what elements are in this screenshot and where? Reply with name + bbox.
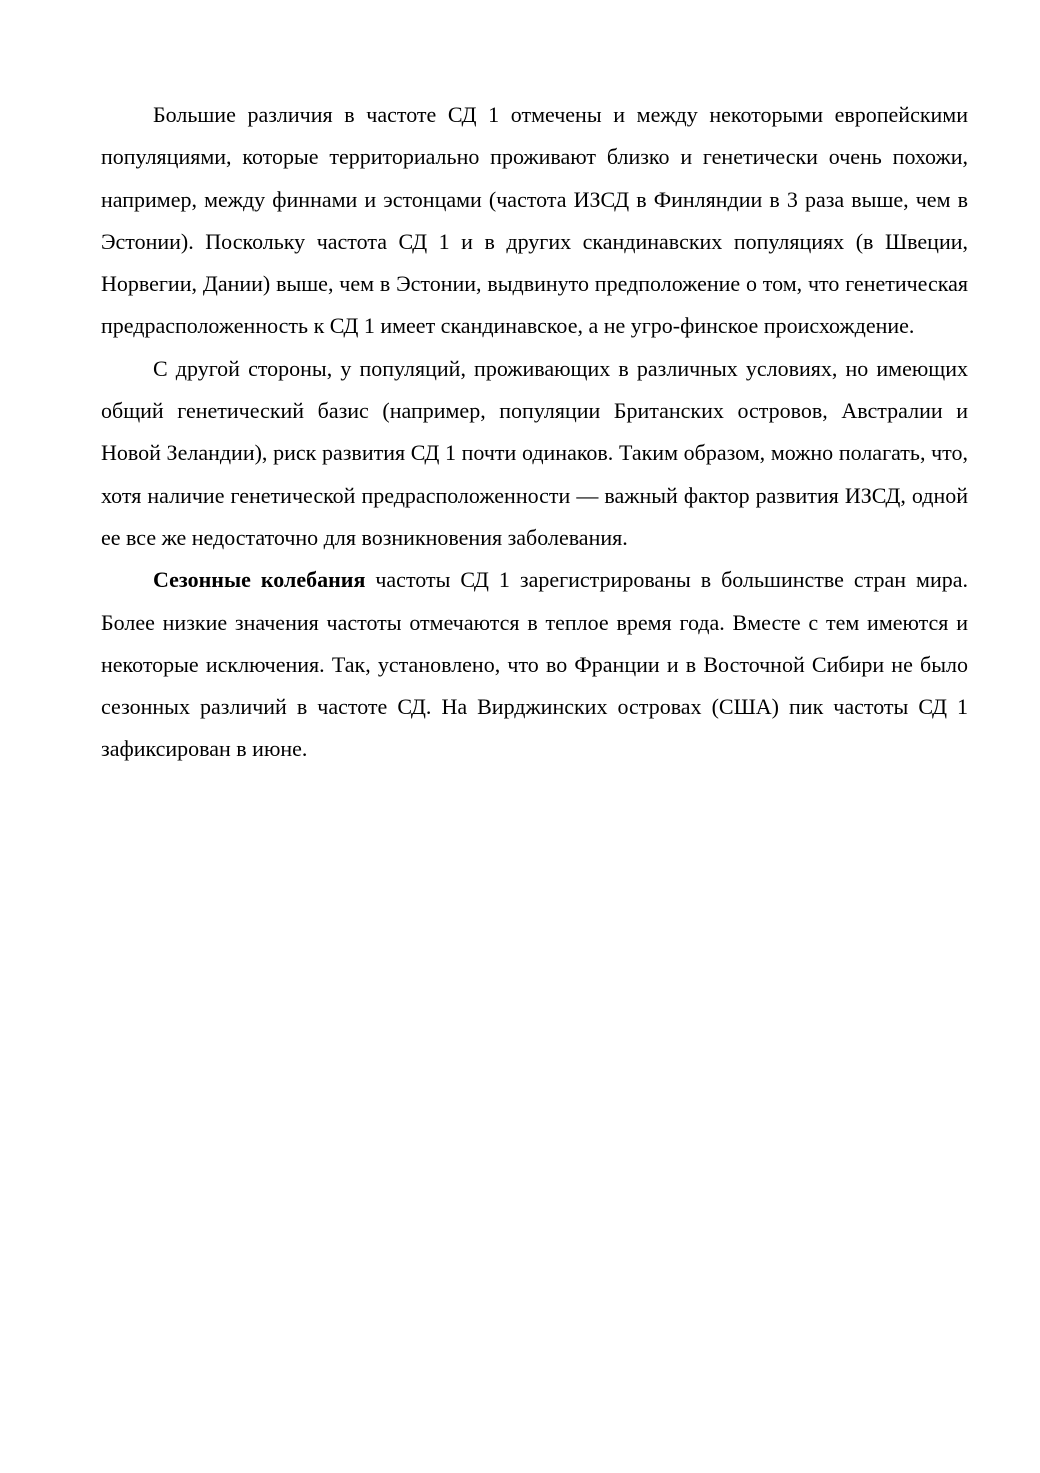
- bold-term-seasonal: Сезонные колебания: [153, 567, 366, 593]
- paragraph-body-text: частоты СД 1 зарегистрированы в большинстве стран мира. Более низкие значения частоты отмечаются в теплое время года. Вместе с тем имеются и некоторые исключения. Так, установлено, что во Франции и в Восточной Сибири не было сезонных различий в частоте СД. На Вирджинских островах (США) пик частоты СД 1 зафиксирован в июне.: [101, 567, 968, 762]
- paragraph-genetic-basis: С другой стороны, у популяций, проживающих в различных условиях, но имеющих общий генетический базис (например, популяции Британских островов, Австралии и Новой Зеландии), риск развития СД 1 почти одинаков. Таким образом, можно полагать, что, хотя наличие генетической предрасположенности — важный фактор развития ИЗСД, одной ее все же недостаточно для возникновения заболевания.: [101, 355, 968, 550]
- paragraph-seasonal-variation: [101, 559, 968, 770]
- paragraph-regional-differences: Большие различия в частоте СД 1 отмечены и между некоторыми европейскими популяциями, которые территориально проживают близко и генетически очень похожи, например, между финнами и эстонцами (частота ИЗСД в Финляндии в 3 раза выше, чем в Эстонии). Поскольку частота СД 1 и в других скандинавских популяциях (в Швеции, Норвегии, Дании) выше, чем в Эстонии, выдвинуто предположение о том, что генетическая предрасположенность к СД 1 имеет скандинавское, а не угро-финское происхождение.: [101, 102, 968, 339]
- document-page: [101, 94, 968, 771]
